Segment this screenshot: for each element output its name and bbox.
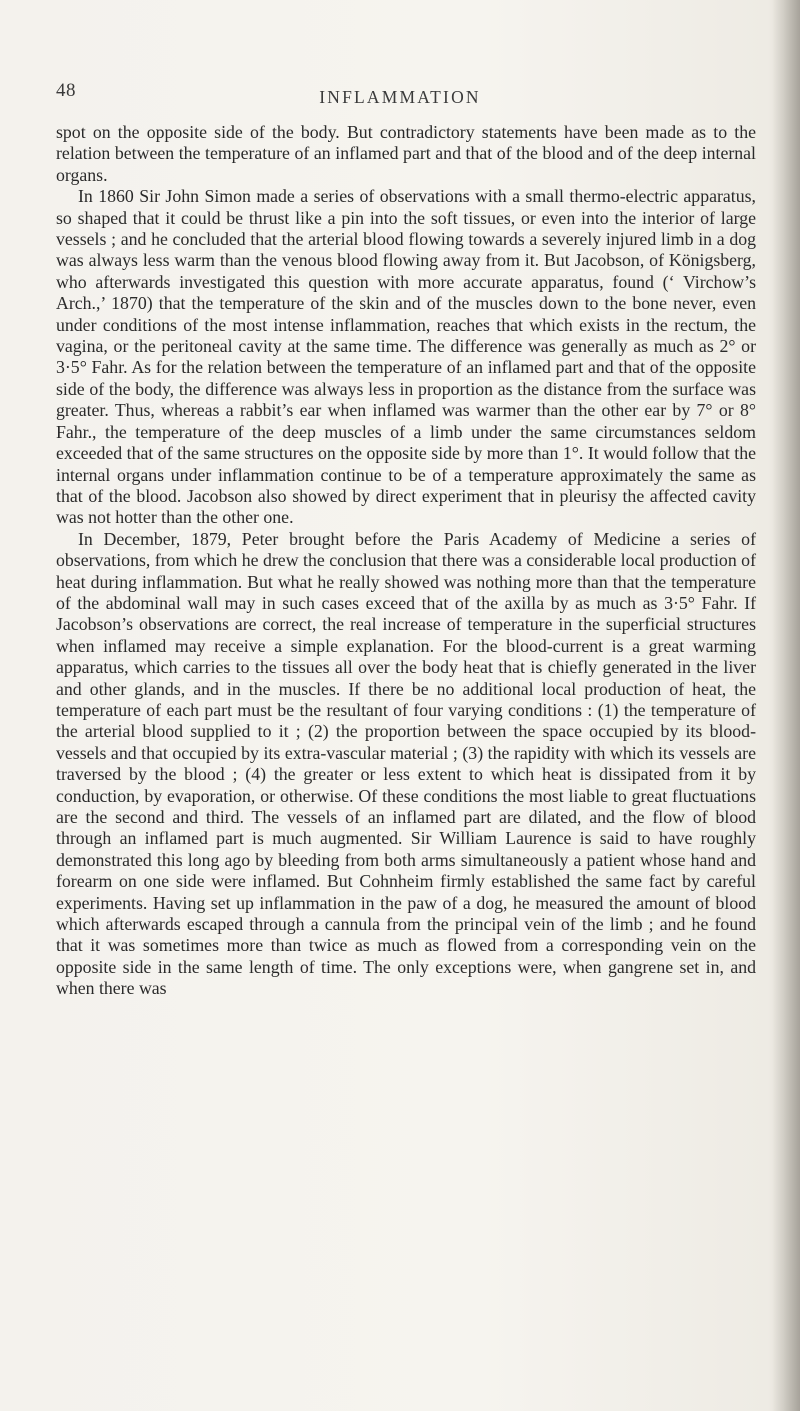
body-text [56,122,756,1000]
paragraph: spot on the opposite side of the body. But contradictory statements have been made as to the relation between the temperature of an inflamed part and that of the blood and of the deep internal organs. [56,122,756,185]
running-head: INFLAMMATION [319,87,481,107]
paragraph: In December, 1879, Peter brought before the Paris Academy of Medicine a series of observations, from which he drew the conclusion that there was a considerable local production of heat during inflammation. But what he really showed was nothing more than that the temperature of the abdominal wall may in such cases exceed that of the axilla by as much as 3·5° Fahr. If Jacobson’s observations are correct, the real increase of temperature in the superficial structures when inflamed may receive a simple explanation. For the blood-current is a great warming apparatus, which carries to the tissues all over the body heat that is chiefly generated in the liver and other glands, and in the muscles. If there be no additional local production of heat, the temperature of each part must be the resultant of four varying conditions : (1) the temperature of the arterial blood supplied to it ; (2) the proportion between the space occupied by its blood-vessels and that occupied by its extra-vascular material ; (3) the rapidity with which its vessels are traversed by the blood ; (4) the greater or less extent to which heat is dissipated from it by conduction, by evaporation, or otherwise. Of these conditions the most liable to great fluctuations are the second and third. The vessels of an inflamed part are dilated, and the flow of blood through an inflamed part is much augmented. Sir William Laurence is said to have roughly demonstrated this long ago by bleeding from both arms simultaneously a patient whose hand and forearm on one side were inflamed. But Cohnheim firmly established the same fact by careful experiments. Having set up inflammation in the paw of a dog, he measured the amount of blood which afterwards escaped through a cannula from the principal vein of the limb ; and he found that it was sometimes more than twice as much as flowed from a corresponding vein on the opposite side in the same length of time. The only exceptions were, when gangrene set in, and when there was [56,528,756,999]
page-edge-shadow [772,0,800,1411]
paragraph: In 1860 Sir John Simon made a series of observations with a small thermo-electric apparatus, so shaped that it could be thrust like a pin into the soft tissues, or even into the interior of large vessels ; and he concluded that the arterial blood flowing towards a severely injured limb in a dog was always less warm than the venous blood flowing away from it. But Jacobson, of Königsberg, who afterwards investigated this question with more accurate apparatus, found (‘ Virchow’s Arch.,’ 1870) that the temperature of the skin and of the muscles down to the bone never, even under conditions of the most intense inflammation, reaches that which exists in the rectum, the vagina, or the peritoneal cavity at the same time. The difference was generally as much as 2° or 3·5° Fahr. As for the relation between the temperature of an inflamed part and that of the opposite side of the body, the difference was always less in proportion as the distance from the surface was greater. Thus, whereas a rabbit’s ear when inflamed was warmer than the other ear by 7° or 8° Fahr., the temperature of the deep muscles of a limb under the same circumstances seldom exceeded that of the same structures on the opposite side by more than 1°. It would follow that the internal organs under inflammation continue to be of a temperature approximately the same as that of the blood. Jacobson also showed by direct experiment that in pleurisy the affected cavity was not hotter than the other one. [56,186,756,528]
page-number: 48 [56,80,76,101]
